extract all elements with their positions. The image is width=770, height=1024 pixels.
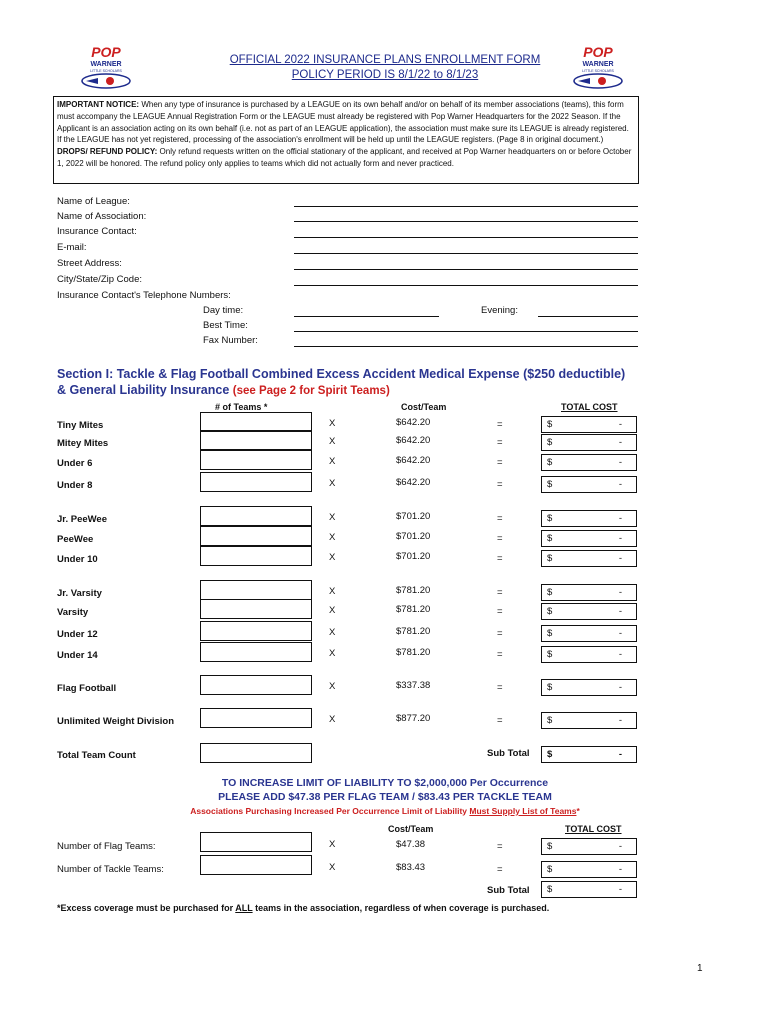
- section1-title-line1: Section I: Tackle & Flag Football Combined Excess Accident Medical Expense ($250 deductible): [57, 367, 626, 381]
- row-total-dollar: $: [547, 437, 553, 448]
- form-title: OFFICIAL 2022 INSURANCE PLANS ENROLLMENT FORM: [229, 54, 541, 66]
- multiply-sign: X: [329, 552, 336, 563]
- multiply-sign: X: [329, 418, 336, 429]
- row-total-value: -: [618, 649, 622, 660]
- row-total-value: -: [618, 553, 622, 564]
- liability-subtotal-label: Sub Total: [487, 885, 530, 896]
- insurance-contact-field[interactable]: [294, 237, 638, 238]
- teams-count-input[interactable]: [200, 580, 312, 600]
- footnote-post: teams in the association, regardless of when coverage is purchased.: [255, 903, 550, 913]
- section1-subtotal-field[interactable]: [541, 746, 637, 763]
- liability-subtotal-value: -: [618, 884, 622, 895]
- cost-per-team: $701.20: [396, 531, 431, 542]
- multiply-sign: X: [329, 605, 336, 616]
- section1-title-note: (see Page 2 for Spirit Teams): [232, 385, 390, 397]
- equals-sign: =: [497, 513, 503, 524]
- row-total-value: -: [618, 479, 622, 490]
- day-time-field[interactable]: [294, 316, 439, 317]
- multiply-sign: X: [329, 839, 336, 850]
- multiply-sign: X: [329, 648, 336, 659]
- row-total-field[interactable]: [541, 416, 637, 433]
- subtotal-value: -: [618, 749, 622, 760]
- cost-per-team: $781.20: [396, 585, 431, 596]
- insurance-contact-label: Insurance Contact:: [57, 226, 137, 237]
- teams-count-input[interactable]: [200, 506, 312, 526]
- row-total-dollar: $: [547, 628, 553, 639]
- teams-count-input[interactable]: [200, 546, 312, 566]
- liability-row-label: Number of Tackle Teams:: [57, 864, 164, 875]
- logo-warner-text: WARNER: [90, 61, 122, 68]
- pop-warner-logo-right: [566, 44, 630, 90]
- row-total-value: -: [618, 841, 622, 852]
- important-notice-text: When any type of insurance is purchased by a LEAGUE on its own behalf and/or on behalf of its member associations (teams), this form must accompany the LEAGUE Annual Registration Form or the LEAGUE must already be registered with Pop Warner Headquarters for the 2022 Season. If the Applicant is an association acting on its own behalf (i.e. not as part of an LEAGUE application), the association must make sure its LEAGUE is already registered. If the LEAGUE has not yet registered, processing of the association's enrollment will be held up until the LEAGUE registers. (Page 8 in original document.): [57, 100, 629, 145]
- warning-pre: Associations Purchasing Increased Per Occurrence Limit of Liability: [190, 806, 468, 816]
- row-total-dollar: $: [547, 606, 553, 617]
- logo-pop-text: POP: [91, 44, 121, 60]
- equals-sign: =: [497, 553, 503, 564]
- equals-sign: =: [497, 587, 503, 598]
- row-total-value: -: [618, 682, 622, 693]
- row-total-dollar: $: [547, 419, 553, 430]
- liability-teams-input[interactable]: [200, 855, 312, 875]
- row-label: Tiny Mites: [57, 420, 104, 431]
- row-total-value: -: [618, 715, 622, 726]
- liability-subtotal-dollar: $: [547, 884, 553, 895]
- footnote-pre: *Excess coverage must be purchased for: [57, 903, 234, 913]
- row-total-value: -: [618, 587, 622, 598]
- row-total-field[interactable]: [541, 510, 637, 527]
- row-total-dollar: $: [547, 553, 553, 564]
- row-total-field[interactable]: [541, 584, 637, 601]
- row-total-dollar: $: [547, 649, 553, 660]
- cost-per-team: $701.20: [396, 511, 431, 522]
- row-label: Under 10: [57, 554, 98, 565]
- equals-sign: =: [497, 419, 503, 430]
- row-total-field[interactable]: [541, 712, 637, 729]
- refund-policy-label: DROPS/ REFUND POLICY:: [57, 147, 158, 157]
- row-total-dollar: $: [547, 457, 553, 468]
- cost-per-team: $642.20: [396, 435, 431, 446]
- equals-sign: =: [497, 649, 503, 660]
- multiply-sign: X: [329, 478, 336, 489]
- equals-sign: =: [497, 606, 503, 617]
- league-name-field[interactable]: [294, 206, 638, 207]
- cost-per-team: $701.20: [396, 551, 431, 562]
- row-label: Jr. PeeWee: [57, 514, 108, 525]
- logo-sub-text: LITTLE SCHOLARS: [90, 69, 122, 73]
- col-header-cost: Cost/Team: [401, 402, 447, 412]
- row-total-dollar: $: [547, 479, 553, 490]
- city-state-zip-label: City/State/Zip Code:: [57, 274, 143, 285]
- equals-sign: =: [497, 715, 503, 726]
- row-total-value: -: [618, 457, 622, 468]
- liability-line1: TO INCREASE LIMIT OF LIABILITY TO $2,000,000 Per Occurrence: [221, 777, 549, 789]
- liability-row-total[interactable]: [541, 861, 637, 878]
- multiply-sign: X: [329, 532, 336, 543]
- warning-underlined: Must Supply List of Teams: [469, 806, 577, 816]
- important-notice-box: [53, 96, 639, 184]
- teams-count-input[interactable]: [200, 708, 312, 728]
- multiply-sign: X: [329, 627, 336, 638]
- row-total-field[interactable]: [541, 550, 637, 567]
- teams-count-input[interactable]: [200, 450, 312, 470]
- row-total-dollar: $: [547, 587, 553, 598]
- cost-per-team: $642.20: [396, 477, 431, 488]
- subtotal-dollar: $: [547, 749, 553, 760]
- row-total-dollar: $: [547, 513, 553, 524]
- row-total-field[interactable]: [541, 454, 637, 471]
- equals-sign: =: [497, 682, 503, 693]
- row-total-dollar: $: [547, 682, 553, 693]
- row-total-value: -: [618, 533, 622, 544]
- row-total-field[interactable]: [541, 679, 637, 696]
- teams-count-input[interactable]: [200, 472, 312, 492]
- total-team-count-label: Total Team Count: [57, 750, 136, 761]
- teams-count-input[interactable]: [200, 642, 312, 662]
- pop-warner-logo-left: [74, 44, 138, 90]
- row-total-dollar: $: [547, 841, 553, 852]
- best-time-field[interactable]: [294, 331, 638, 332]
- policy-period: POLICY PERIOD IS 8/1/22 to 8/1/23: [291, 69, 479, 81]
- row-total-field[interactable]: [541, 476, 637, 493]
- equals-sign: =: [497, 864, 503, 875]
- row-label: Flag Football: [57, 683, 117, 694]
- row-label: PeeWee: [57, 534, 94, 545]
- total-team-count-input[interactable]: [200, 743, 312, 763]
- row-label: Under 6: [57, 458, 93, 469]
- liability-cost-per-team: $83.43: [396, 862, 426, 873]
- row-total-dollar: $: [547, 864, 553, 875]
- telephone-numbers-label: Insurance Contact's Telephone Numbers:: [57, 290, 231, 301]
- cost-per-team: $781.20: [396, 647, 431, 658]
- row-total-field[interactable]: [541, 625, 637, 642]
- street-address-field[interactable]: [294, 269, 638, 270]
- liability-teams-input[interactable]: [200, 832, 312, 852]
- equals-sign: =: [497, 533, 503, 544]
- cost-per-team: $337.38: [396, 680, 431, 691]
- equals-sign: =: [497, 479, 503, 490]
- footnote-underlined: ALL: [235, 903, 253, 913]
- liability-cost-per-team: $47.38: [396, 839, 426, 850]
- row-label: Under 14: [57, 650, 98, 661]
- excess-coverage-footnote: [57, 903, 549, 913]
- multiply-sign: X: [329, 681, 336, 692]
- evening-label: Evening:: [481, 305, 518, 316]
- section1-title-line2: & General Liability Insurance: [57, 383, 230, 397]
- row-total-dollar: $: [547, 715, 553, 726]
- cost-per-team: $642.20: [396, 417, 431, 428]
- equals-sign: =: [497, 457, 503, 468]
- multiply-sign: X: [329, 436, 336, 447]
- col-header-total: TOTAL COST: [561, 402, 618, 412]
- cost-per-team: $642.20: [396, 455, 431, 466]
- teams-count-input[interactable]: [200, 526, 312, 546]
- row-total-field[interactable]: [541, 646, 637, 663]
- row-label: Under 8: [57, 480, 93, 491]
- fax-number-label: Fax Number:: [203, 335, 258, 346]
- row-total-value: -: [618, 864, 622, 875]
- col-header-teams: # of Teams *: [215, 402, 268, 412]
- logo-warner-text: WARNER: [582, 61, 614, 68]
- row-total-value: -: [618, 513, 622, 524]
- best-time-label: Best Time:: [203, 320, 248, 331]
- liability-row-label: Number of Flag Teams:: [57, 841, 156, 852]
- street-address-label: Street Address:: [57, 258, 122, 269]
- evening-field[interactable]: [538, 316, 638, 317]
- warning-post: *: [576, 806, 580, 816]
- teams-count-input[interactable]: [200, 675, 312, 695]
- league-name-label: Name of League:: [57, 196, 130, 207]
- liability-col-cost: Cost/Team: [388, 824, 434, 834]
- liability-row-total[interactable]: [541, 838, 637, 855]
- section1-subtotal-label: Sub Total: [487, 748, 530, 759]
- row-total-field[interactable]: [541, 530, 637, 547]
- refund-policy-text: Only refund requests written on the official stationary of the applicant, and received at Pop Warner headquarters on or before October 1, 2022 will be honored. The refund policy only applies to teams which did not actually form and never practiced.: [57, 147, 632, 168]
- multiply-sign: X: [329, 714, 336, 725]
- association-name-label: Name of Association:: [57, 211, 147, 222]
- liability-subtotal-field[interactable]: [541, 881, 637, 898]
- equals-sign: =: [497, 841, 503, 852]
- cost-per-team: $781.20: [396, 626, 431, 637]
- teams-count-input[interactable]: [200, 430, 312, 450]
- equals-sign: =: [497, 628, 503, 639]
- row-total-field[interactable]: [541, 603, 637, 620]
- cost-per-team: $877.20: [396, 713, 431, 724]
- liability-line2: PLEASE ADD $47.38 PER FLAG TEAM / $83.43 PER TACKLE TEAM: [218, 791, 552, 803]
- multiply-sign: X: [329, 586, 336, 597]
- row-total-value: -: [618, 628, 622, 639]
- row-label: Mitey Mites: [57, 438, 109, 449]
- cost-per-team: $781.20: [396, 604, 431, 615]
- email-label: E-mail:: [57, 242, 87, 253]
- teams-count-input[interactable]: [200, 599, 312, 619]
- important-notice-label: IMPORTANT NOTICE:: [57, 100, 140, 109]
- page-number: 1: [697, 963, 703, 974]
- association-name-field[interactable]: [294, 221, 638, 222]
- row-total-value: -: [618, 437, 622, 448]
- teams-count-input[interactable]: [200, 412, 312, 432]
- multiply-sign: X: [329, 862, 336, 873]
- row-total-value: -: [618, 606, 622, 617]
- row-total-field[interactable]: [541, 434, 637, 451]
- row-label: Jr. Varsity: [57, 588, 102, 599]
- row-label: Under 12: [57, 629, 98, 640]
- multiply-sign: X: [329, 456, 336, 467]
- equals-sign: =: [497, 437, 503, 448]
- logo-pop-text: POP: [583, 44, 613, 60]
- city-state-zip-field[interactable]: [294, 285, 638, 286]
- logo-sub-text: LITTLE SCHOLARS: [582, 69, 614, 73]
- day-time-label: Day time:: [203, 305, 244, 316]
- liability-col-total: TOTAL COST: [565, 824, 622, 834]
- teams-count-input[interactable]: [200, 621, 312, 641]
- multiply-sign: X: [329, 512, 336, 523]
- row-label: Unlimited Weight Division: [57, 716, 174, 727]
- row-total-value: -: [618, 419, 622, 430]
- fax-number-field[interactable]: [294, 346, 638, 347]
- section1-title: [57, 366, 625, 399]
- email-field[interactable]: [294, 253, 638, 254]
- row-total-dollar: $: [547, 533, 553, 544]
- liability-warning: [60, 806, 710, 816]
- row-label: Varsity: [57, 607, 89, 618]
